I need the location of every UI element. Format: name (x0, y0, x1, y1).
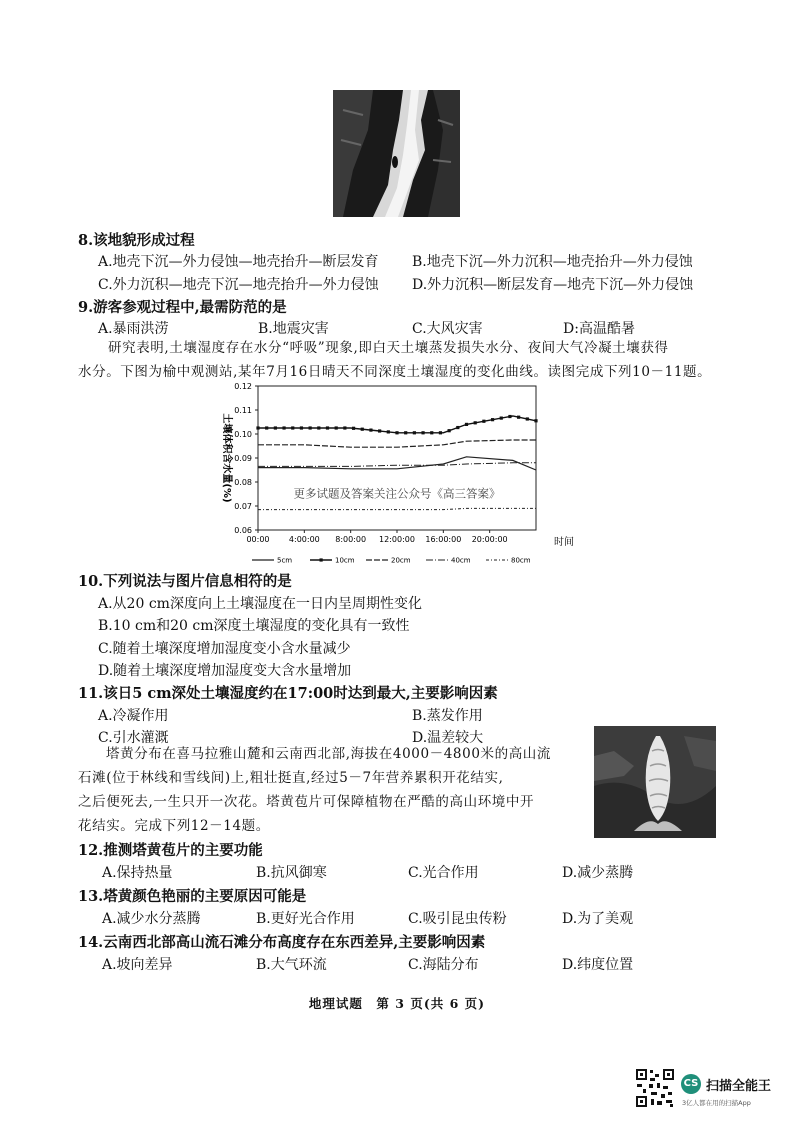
series-marker-10cm (309, 426, 312, 429)
series-marker-10cm (352, 427, 355, 430)
q14-option-a[interactable]: A.坡向差异 (102, 957, 173, 973)
series-marker-10cm (404, 431, 407, 434)
series-marker-10cm (335, 426, 338, 429)
y-axis-label: 土壤体积含水量(%) (221, 413, 232, 503)
q10-option-c[interactable]: C.随着土壤深度增加湿度变小含水量减少 (98, 641, 351, 657)
series-marker-10cm (491, 418, 494, 421)
q14-option-c[interactable]: C.海陆分布 (408, 957, 479, 973)
x-tick-label: 8:00:00 (335, 535, 367, 544)
series-marker-10cm (508, 415, 511, 418)
q13-stem: 13.塔黄颜色艳丽的主要原因可能是 (78, 888, 307, 905)
series-marker-10cm (265, 426, 268, 429)
passage-rheum-intro (78, 742, 593, 838)
series-marker-10cm (448, 429, 451, 432)
q13-option-a[interactable]: A.减少水分蒸腾 (102, 911, 201, 927)
x-tick-label: 12:00:00 (379, 535, 415, 544)
plot-frame (258, 386, 536, 530)
canyon-photo (333, 90, 460, 217)
passage-soil-intro (78, 336, 718, 384)
series-marker-10cm (413, 431, 416, 434)
series-marker-10cm (395, 431, 398, 434)
series-marker-10cm (421, 431, 424, 434)
q11-option-d[interactable]: D.温差较大 (412, 730, 484, 746)
q13-option-d[interactable]: D.为了美观 (562, 911, 634, 927)
q9-option-a[interactable]: A.暴雨洪涝 (98, 321, 169, 337)
y-tick-label: 0.09 (234, 454, 252, 463)
q11-option-c[interactable]: C.引水灌溉 (98, 730, 169, 746)
q14-option-d[interactable]: D.纬度位置 (562, 957, 634, 973)
q14-option-b[interactable]: B.大气环流 (256, 957, 327, 973)
series-marker-10cm (517, 416, 520, 419)
q11-option-a[interactable]: A.冷凝作用 (98, 708, 169, 724)
series-marker-10cm (274, 426, 277, 429)
qr-code-icon (635, 1068, 675, 1108)
series-marker-10cm (439, 431, 442, 434)
q8-stem: 8.该地貌形成过程 (78, 232, 195, 249)
q8-option-a[interactable]: A.地壳下沉—外力侵蚀—地壳抬升—断层发育 (98, 254, 379, 270)
chart-watermark: 更多试题及答案关注公众号《高三答案》 (293, 486, 501, 501)
y-tick-label: 0.10 (234, 430, 252, 439)
series-marker-10cm (534, 419, 537, 422)
series-marker-10cm (474, 421, 477, 424)
series-marker-10cm (291, 426, 294, 429)
series-marker-10cm (317, 426, 320, 429)
series-marker-10cm (482, 420, 485, 423)
q8-option-c[interactable]: C.外力沉积—地壳下沉—地壳抬升—外力侵蚀 (98, 277, 379, 293)
series-line-20cm (258, 440, 536, 447)
series-marker-10cm (526, 417, 529, 420)
q12-option-d[interactable]: D.减少蒸腾 (562, 865, 634, 881)
q10-option-d[interactable]: D.随着土壤深度增加湿度变大含水量增加 (98, 663, 352, 679)
series-marker-10cm (326, 426, 329, 429)
q9-option-b[interactable]: B.地震灾害 (258, 321, 329, 337)
q9-stem: 9.游客参观过程中,最需防范的是 (78, 299, 287, 316)
q13-option-c[interactable]: C.吸引昆虫传粉 (408, 911, 507, 927)
y-tick-label: 0.07 (234, 502, 252, 511)
q12-option-a[interactable]: A.保持热量 (102, 865, 173, 881)
q13-option-b[interactable]: B.更好光合作用 (256, 911, 355, 927)
soil-moisture-chart (200, 378, 600, 568)
page-footer: 地理试题 第 3 页(共 6 页) (308, 996, 486, 1011)
series-marker-10cm (343, 426, 346, 429)
q12-option-b[interactable]: B.抗风御寒 (256, 865, 327, 881)
legend-label-5cm: 5cm (277, 556, 293, 565)
q14-stem: 14.云南西北部高山流石滩分布高度存在东西差异,主要影响因素 (78, 934, 486, 951)
series-line-40cm (258, 463, 536, 467)
series-line-80cm (258, 508, 536, 509)
legend-label-40cm: 40cm (451, 556, 471, 565)
q10-stem: 10.下列说法与图片信息相符的是 (78, 573, 292, 590)
passage-rheum-line1: 塔黄分布在喜马拉雅山麓和云南西北部,海拔在4000－4800米的高山流 (106, 746, 552, 762)
series-marker-10cm (282, 426, 285, 429)
x-tick-label: 4:00:00 (288, 535, 320, 544)
y-tick-label: 0.12 (234, 382, 252, 391)
x-tick-label: 20:00:00 (471, 535, 508, 544)
q8-option-d[interactable]: D.外力沉积—断层发育—地壳下沉—外力侵蚀 (412, 277, 694, 293)
passage-rheum-line2: 石滩(位于林线和雪线间)上,粗壮挺直,经过5－7年营养累积开花结实, (78, 770, 504, 786)
q9-option-c[interactable]: C.大风灾害 (412, 321, 483, 337)
y-tick-label: 0.06 (234, 526, 252, 535)
series-marker-10cm (430, 431, 433, 434)
passage-rheum-line3: 之后便死去,一生只开一次花。塔黄苞片可保障植物在严酷的高山环境中开 (78, 794, 535, 810)
series-marker-10cm (456, 426, 459, 429)
q11-stem: 11.该日5 cm深处土壤湿度约在17:00时达到最大,主要影响因素 (78, 685, 498, 702)
q11-option-b[interactable]: B.蒸发作用 (412, 708, 483, 724)
q8-option-b[interactable]: B.地壳下沉—外力沉积—地壳抬升—外力侵蚀 (412, 254, 693, 270)
series-line-10cm (258, 416, 536, 433)
x-axis-label: 时间 (554, 537, 574, 548)
legend-label-80cm: 80cm (511, 556, 531, 565)
passage-soil-line2: 水分。下图为榆中观测站,某年7月16日晴天不同深度土壤湿度的变化曲线。读图完成下列10－11题。 (78, 364, 712, 380)
series-marker-10cm (256, 426, 259, 429)
q10-option-a[interactable]: A.从20 cm深度向上土壤湿度在一日内呈周期性变化 (98, 596, 422, 612)
camscanner-name: 扫描全能王 (706, 1079, 772, 1094)
x-tick-label: 00:00 (246, 535, 270, 544)
legend-marker-10cm (320, 558, 323, 561)
y-tick-label: 0.11 (234, 406, 252, 415)
passage-soil-line1: 研究表明,土壤湿度存在水分“呼吸”现象,即白天土壤蒸发损失水分、夜间大气冷凝土壤获得 (108, 340, 669, 356)
series-marker-10cm (387, 430, 390, 433)
camscanner-logo: CS (681, 1074, 701, 1094)
series-marker-10cm (369, 429, 372, 432)
series-marker-10cm (378, 429, 381, 432)
series-marker-10cm (500, 417, 503, 420)
q12-option-c[interactable]: C.光合作用 (408, 865, 479, 881)
series-marker-10cm (361, 428, 364, 431)
rheum-plant-photo (594, 726, 716, 838)
legend-label-20cm: 20cm (391, 556, 411, 565)
series-line-5cm (258, 457, 536, 470)
q12-stem: 12.推测塔黄苞片的主要功能 (78, 842, 263, 859)
x-tick-label: 16:00:00 (425, 535, 462, 544)
q10-option-b[interactable]: B.10 cm和20 cm深度土壤湿度的变化具有一致性 (98, 618, 410, 634)
camscanner-slogan: 3亿人都在用的扫描App (682, 1099, 751, 1107)
y-tick-label: 0.08 (234, 478, 252, 487)
series-marker-10cm (465, 423, 468, 426)
series-marker-10cm (300, 426, 303, 429)
passage-rheum-line4: 花结实。完成下列12－14题。 (78, 818, 270, 834)
legend-label-10cm: 10cm (335, 556, 355, 565)
q9-option-d[interactable]: D:高温酷暑 (563, 321, 635, 337)
